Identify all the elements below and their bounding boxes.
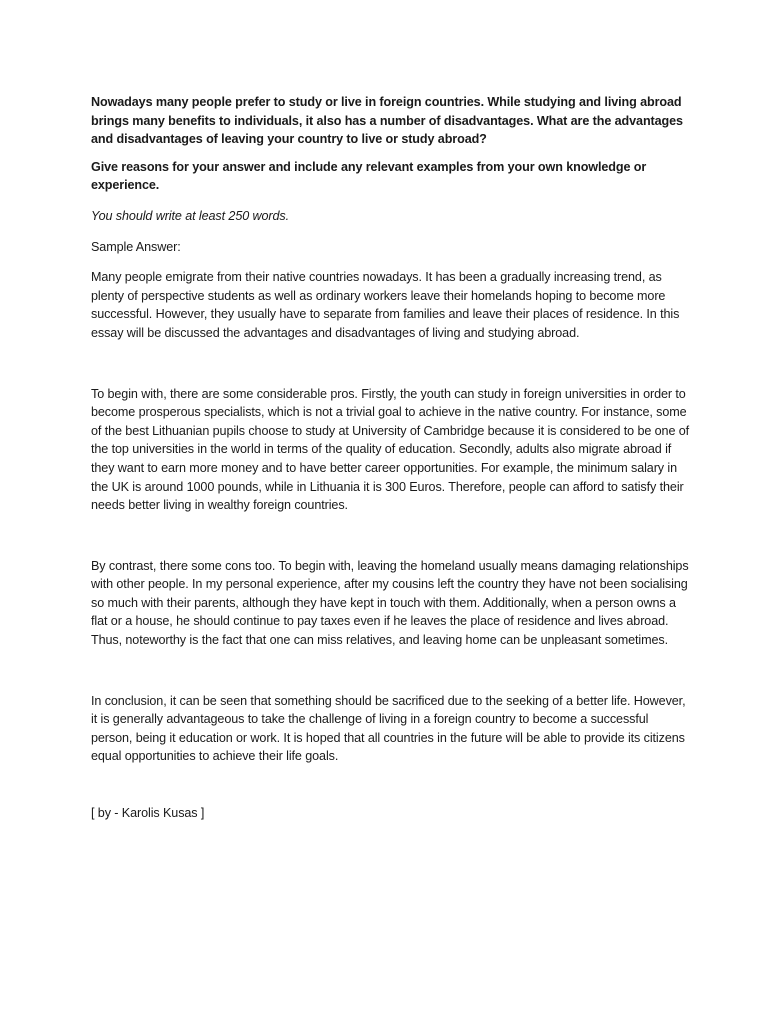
sample-answer-label: Sample Answer: xyxy=(91,239,181,254)
essay-paragraph-cons: By contrast, there some cons too. To begin with, leaving the homeland usually means damaging relationships with other people. In my personal experience, after my cousins left the country they have not been socialising so much with their parents, although they have kept in touch with them. Additionally, when a person owns a flat or a house, he should continue to pay taxes even if he leaves the place of residence and lives abroad. Thus, noteworthy is the fact that one can miss relatives, and leaving home can be unpleasant sometimes. xyxy=(91,558,689,648)
prompt-intro: Nowadays many people prefer to study or live in foreign countries. While studying and living abroad brings many benefits to individuals, it also has a number of disadvantages. What are the advantages and disadvantages of leaving your country to live or study abroad? xyxy=(91,95,683,147)
byline: [ by - Karolis Kusas ] xyxy=(91,806,205,821)
prompt-instructions: Give reasons for your answer and include any relevant examples from your own knowledge or experience. xyxy=(91,159,647,193)
document-page xyxy=(91,93,691,823)
essay-paragraph-pros: To begin with, there are some considerable pros. Firstly, the youth can study in foreign universities in order to become prosperous specialists, which is not a trivial goal to achieve in the native country. For instance, some of the best Lithuanian pupils choose to study at University of Cambridge because it is considered to be one of the top universities in the world in terms of the quality of education. Secondly, adults also migrate abroad if they want to earn more money and to have better career opportunities. For example, the minimum salary in the UK is around 1000 pounds, while in Lithuania it is 300 Euros. Therefore, people can afford to satisfy their needs better living in wealthy foreign countries. xyxy=(91,386,690,513)
essay-paragraph-intro: Many people emigrate from their native countries nowadays. It has been a gradually increasing trend, as plenty of perspective students as well as ordinary workers leave their homelands hoping to become more successful. However, they usually have to separate from families and leave their places of residence. In this essay will be discussed the advantages and disadvantages of living and studying abroad. xyxy=(91,270,680,340)
word-requirement: You should write at least 250 words. xyxy=(91,208,290,223)
essay-paragraph-conclusion: In conclusion, it can be seen that something should be sacrificed due to the seeking of a better life. However, it is generally advantageous to take the challenge of living in a foreign country to become a successful person, being it education or work. It is hoped that all countries in the future will be able to provide its citizens equal opportunities to achieve their life goals. xyxy=(91,693,686,764)
